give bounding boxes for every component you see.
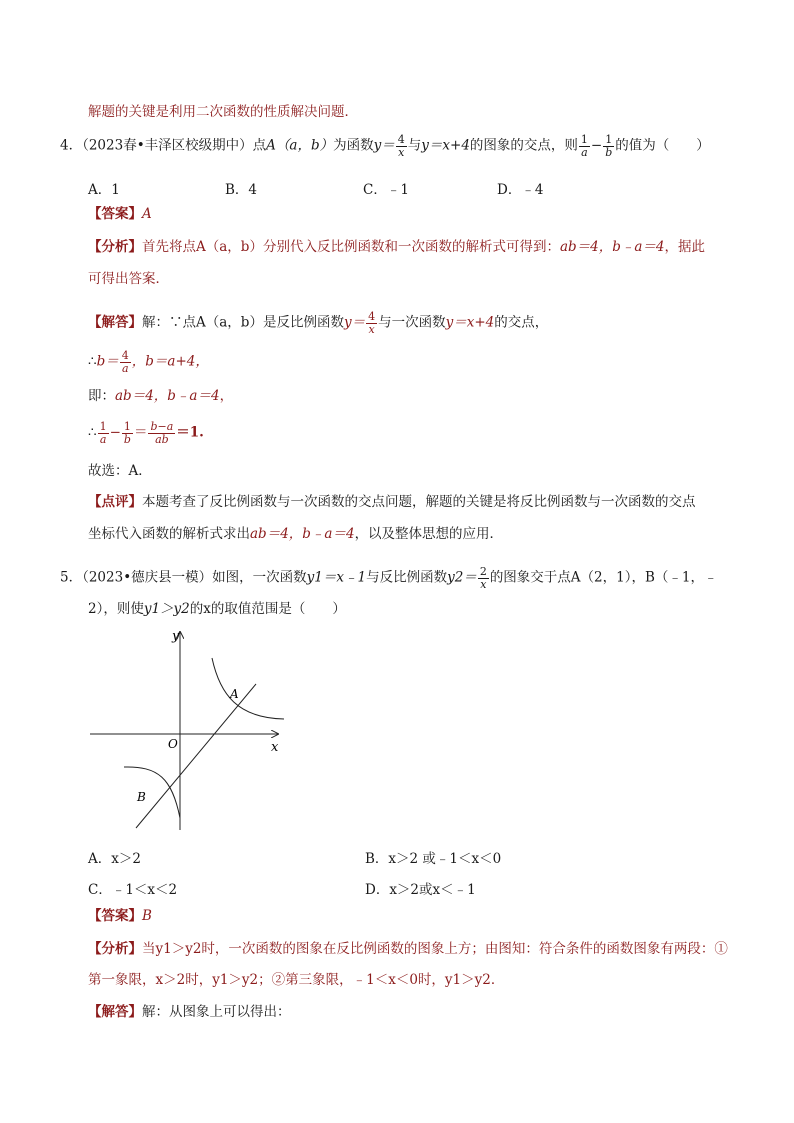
- q5-solution-line1: [88, 1006, 291, 1020]
- q5-y2-lhs: y2＝: [447, 569, 477, 586]
- solution-formula: ab＝4，b﹣a＝4: [115, 388, 220, 404]
- q4-analysis-line1: [88, 241, 705, 255]
- comment-tag: 【点评】: [88, 494, 142, 510]
- q4-expr-frac2: [603, 134, 614, 158]
- fraction-denominator: a: [99, 432, 107, 446]
- x-axis-label: x: [271, 740, 279, 755]
- q4-answer: [88, 208, 152, 222]
- q4-solution-line5: 故选：A．: [88, 463, 152, 479]
- y-axis-label: y: [172, 629, 180, 644]
- q4-solution-line3: [88, 390, 233, 404]
- comment-text: 本题考查了反比例函数与一次函数的交点问题，解题的关键是将反比例函数与一次函数的交点: [142, 494, 696, 510]
- hyperbola-branch-2: [124, 767, 180, 818]
- q5-stem-line2: [88, 603, 346, 617]
- solution-text: 解：从图象上可以得出：: [142, 1004, 291, 1020]
- q4-stem-text: 为函数: [333, 137, 374, 154]
- fraction-numerator: 1: [99, 420, 107, 433]
- point-b-label: B: [137, 790, 146, 804]
- q4-comment-line2: [88, 528, 503, 542]
- q4-analysis-line2: 可得出答案．: [88, 271, 169, 287]
- solution-text: 与一次函数: [378, 314, 446, 331]
- answer-tag: 【答案】: [88, 206, 142, 222]
- q5-option-c: C．﹣1＜x＜2: [88, 882, 178, 898]
- q5-option-b: B．x＞2 或﹣1＜x＜0: [365, 851, 502, 867]
- solution-result: ＝1.: [176, 424, 204, 441]
- fraction-numerator: 2: [479, 565, 487, 578]
- fraction-denominator: x: [480, 577, 487, 591]
- solution-text: 解：∵点A（a，b）是反比例函数: [142, 314, 344, 331]
- solution-fraction: [122, 421, 133, 445]
- q4-stem: [60, 134, 710, 158]
- q4-solution-line1: [88, 311, 548, 335]
- q5-analysis-line2: 第一象限，x＞2时，y1＞y2；②第三象限，﹣1＜x＜0时，y1＞y2．: [88, 972, 505, 988]
- q4-func1-lhs: y＝: [373, 137, 395, 154]
- fraction-numerator: b−a: [150, 420, 174, 433]
- q5-option-d: D．x＞2或x＜﹣1: [365, 882, 476, 898]
- q4-func2: y＝x+4: [421, 137, 470, 154]
- therefore-symbol: ∴: [88, 353, 97, 370]
- analysis-text: 当y1＞y2时，一次函数的图象在反比例函数的图象上方；由图知：符合条件的函数图象有两段：①: [142, 941, 728, 957]
- analysis-text: 首先将点A（a，b）分别代入反比例函数和一次函数的解析式可得到：: [142, 239, 560, 255]
- solution-fraction: [98, 421, 109, 445]
- fraction-numerator: 1: [603, 134, 614, 147]
- fraction-denominator: a: [581, 145, 588, 159]
- fraction-numerator: 1: [580, 133, 588, 146]
- q5-answer: [88, 910, 152, 924]
- q4-stem-text: 点: [252, 137, 267, 154]
- comment-formula: ab＝4，b﹣a＝4: [250, 526, 355, 542]
- q4-stem-text: 的值为（ ）: [615, 137, 710, 154]
- q5-stem-text: 2），则使: [88, 601, 144, 617]
- q4-option-c: C．﹣1: [363, 182, 409, 198]
- q4-solution-line2: [88, 350, 209, 374]
- solution-formula: y＝: [343, 314, 366, 331]
- q5-condition: y1＞y2: [143, 601, 190, 617]
- q4-point: A（a，b）: [266, 137, 334, 154]
- function-graph: [88, 620, 288, 835]
- fraction-denominator: ab: [155, 432, 169, 446]
- comment-text: ，以及整体思想的应用．: [354, 526, 504, 542]
- hyperbola-branch-1: [212, 658, 284, 719]
- q5-stem-line1: [60, 566, 718, 590]
- q4-stem-text: 与: [407, 137, 422, 154]
- solution-tag: 【解答】: [88, 1004, 142, 1020]
- fraction-denominator: b: [123, 432, 131, 446]
- solution-fraction: [148, 421, 175, 445]
- solution-text: 即：: [88, 388, 115, 404]
- q4-stem-text: 的图象的交点，则: [469, 137, 578, 154]
- analysis-formula: ab＝4，b﹣a＝4: [559, 239, 665, 255]
- q4-solution-line4: [88, 421, 204, 445]
- answer-tag: 【答案】: [88, 908, 142, 924]
- fraction-numerator: 4: [121, 349, 129, 362]
- solution-text: ，: [219, 388, 234, 404]
- solution-text: 的交点，: [494, 314, 549, 331]
- fraction-denominator: b: [605, 145, 613, 159]
- q5-stem-text: 与反比例函数: [366, 569, 448, 586]
- solution-fraction: [366, 311, 377, 335]
- q5-stem-text: 的x的取值范围是（ ）: [189, 601, 346, 617]
- solution-formula: b＝: [96, 353, 119, 370]
- q5-y1: y1＝x﹣1: [306, 569, 367, 586]
- q4-source: （2023春•丰泽区校级期中）: [82, 137, 253, 154]
- equals-sign: ＝: [133, 424, 148, 441]
- q4-option-a: A．1: [88, 182, 120, 198]
- q4-expr-minus: −: [590, 137, 603, 154]
- answer-value: B: [142, 908, 152, 924]
- q4-option-d: D．﹣4: [497, 182, 544, 198]
- fraction-denominator: x: [368, 322, 375, 336]
- solution-formula: y＝x+4: [445, 314, 495, 331]
- analysis-tag: 【分析】: [88, 941, 142, 957]
- solution-fraction: [120, 350, 131, 374]
- intro-line: 解题的关键是利用二次函数的性质解决问题．: [88, 104, 358, 120]
- q4-comment-line1: [88, 496, 696, 510]
- answer-value: A: [142, 206, 152, 222]
- analysis-text: ，据此: [664, 239, 706, 255]
- solution-formula: ，b＝a+4，: [131, 353, 209, 370]
- origin-label: O: [168, 737, 178, 751]
- q4-func1-fraction: [396, 134, 407, 158]
- point-a-label: A: [230, 687, 239, 701]
- q4-expr-frac1: [579, 134, 590, 158]
- q5-analysis-line1: [88, 943, 728, 957]
- minus-sign: −: [109, 424, 121, 441]
- q5-stem-text: 如图，一次函数: [212, 569, 307, 586]
- fraction-denominator: x: [398, 145, 405, 159]
- fraction-numerator: 4: [397, 133, 405, 146]
- therefore-symbol: ∴: [88, 424, 97, 441]
- q4-option-b: B．4: [225, 182, 258, 198]
- q4-number: 4．: [60, 137, 83, 154]
- q5-stem-text: 的图象交于点A（2，1），B（﹣1，﹣: [489, 569, 718, 586]
- q5-option-a: A．x＞2: [88, 851, 141, 867]
- fraction-denominator: a: [121, 361, 129, 375]
- comment-text: 坐标代入函数的解析式求出: [88, 526, 250, 542]
- q5-source: （2023•德庆县一模）: [82, 569, 213, 586]
- fraction-numerator: 1: [122, 421, 133, 434]
- q5-y2-fraction: [478, 566, 489, 590]
- analysis-tag: 【分析】: [88, 239, 142, 255]
- fraction-numerator: 4: [368, 310, 376, 323]
- solution-tag: 【解答】: [88, 314, 142, 331]
- q5-number: 5．: [60, 569, 83, 586]
